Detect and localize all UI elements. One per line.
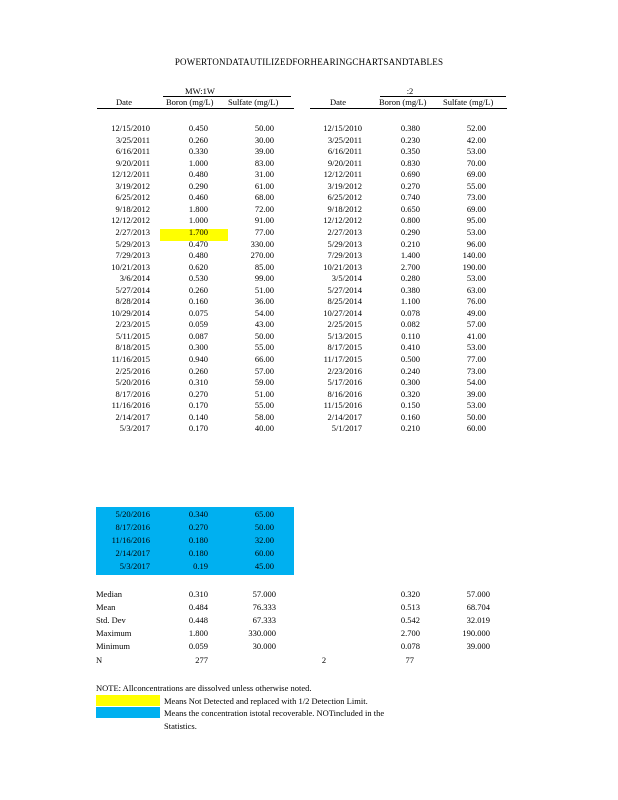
left-row-sulfate: 330.00 xyxy=(250,238,274,249)
right-row-sulfate: 41.00 xyxy=(466,330,486,341)
left-row-sulfate: 43.00 xyxy=(254,319,274,330)
left-row-boron: 0.480 xyxy=(188,169,208,180)
left-header-sulfate: Sulfate (mg/L) xyxy=(228,97,279,107)
left-total-row-date: 11/16/2016 xyxy=(111,534,150,545)
left-row-date: 6/25/2012 xyxy=(115,192,150,203)
left-row-date: 5/3/2017 xyxy=(119,423,150,434)
left-row-boron: 0.290 xyxy=(188,180,208,191)
left-total-row-boron: 0.180 xyxy=(188,547,208,558)
left-total-row-date: 8/17/2016 xyxy=(115,521,150,532)
right-row-date: 3/19/2012 xyxy=(327,180,362,191)
left-stat-minimum-boron: 0.059 xyxy=(188,641,208,652)
left-row-sulfate: 55.00 xyxy=(254,400,274,411)
right-row-boron: 0.280 xyxy=(400,273,420,284)
right-row-sulfate: 96.00 xyxy=(466,238,486,249)
right-row-sulfate: 55.00 xyxy=(466,180,486,191)
page-title: POWERTONDATAUTILIZEDFORHEARINGCHARTSANDTABLES xyxy=(174,57,444,67)
right-row-boron: 0.380 xyxy=(400,123,420,133)
right-stat-median-sulfate: 57.000 xyxy=(466,589,490,599)
right-row-date: 2/14/2017 xyxy=(327,411,362,422)
left-row-date: 12/12/2012 xyxy=(111,215,150,226)
left-row-date: 5/11/2015 xyxy=(115,330,150,341)
right-row-boron: 0.160 xyxy=(400,411,420,422)
right-row-date: 9/20/2011 xyxy=(327,157,362,168)
right-row-date: 12/12/2011 xyxy=(323,169,362,180)
legend-blue-text-2: Statistics. xyxy=(164,721,197,731)
left-stat-maximum-boron: 1.800 xyxy=(188,628,208,639)
left-total-row-date: 2/14/2017 xyxy=(115,547,150,558)
left-total-row-sulfate: 65.00 xyxy=(254,509,274,519)
left-row-boron: 0.170 xyxy=(188,423,208,434)
right-row-sulfate: 54.00 xyxy=(466,377,486,388)
right-row-date: 5/29/2013 xyxy=(327,238,362,249)
left-total-row-sulfate: 45.00 xyxy=(254,560,274,571)
right-row-boron: 0.690 xyxy=(400,169,420,180)
left-row-boron: 1.700 xyxy=(188,226,208,237)
right-row-boron: 2.700 xyxy=(400,261,420,272)
left-row-sulfate: 77.00 xyxy=(254,226,274,237)
left-row-boron: 0.530 xyxy=(188,273,208,284)
right-row-boron: 0.380 xyxy=(400,284,420,295)
left-stat-mean-boron: 0.484 xyxy=(188,602,208,613)
right-row-date: 12/12/2012 xyxy=(323,215,362,226)
left-row-boron: 0.460 xyxy=(188,192,208,203)
left-total-row-date: 5/3/2017 xyxy=(119,560,150,571)
right-row-date: 5/1/2017 xyxy=(331,423,362,434)
left-row-date: 5/29/2013 xyxy=(115,238,150,249)
left-total-row-date: 5/20/2016 xyxy=(115,509,150,519)
legend-blue-swatch xyxy=(96,707,160,718)
left-row-date: 8/18/2015 xyxy=(115,342,150,353)
left-row-sulfate: 91.00 xyxy=(254,215,274,226)
left-row-boron: 0.059 xyxy=(188,319,208,330)
right-row-boron: 0.830 xyxy=(400,157,420,168)
left-total-row-boron: 0.270 xyxy=(188,521,208,532)
left-row-date: 12/15/2010 xyxy=(111,123,150,133)
right-row-sulfate: 52.00 xyxy=(466,123,486,133)
right-stat-minimum-sulfate: 39.000 xyxy=(466,641,490,652)
left-stat-maximum-sulfate: 330.000 xyxy=(248,628,276,639)
left-row-sulfate: 61.00 xyxy=(254,180,274,191)
right-stat-mean-boron: 0.513 xyxy=(400,602,420,613)
right-row-date: 10/21/2013 xyxy=(323,261,362,272)
right-row-boron: 1.400 xyxy=(400,250,420,261)
left-row-date: 5/27/2014 xyxy=(115,284,150,295)
left-row-sulfate: 58.00 xyxy=(254,411,274,422)
right-row-date: 9/18/2012 xyxy=(327,203,362,214)
right-row-sulfate: 73.00 xyxy=(466,365,486,376)
left-total-row-sulfate: 50.00 xyxy=(254,521,274,532)
right-stat-std_dev-boron: 0.542 xyxy=(400,615,420,626)
right-row-date: 12/15/2010 xyxy=(323,123,362,133)
right-row-sulfate: 140.00 xyxy=(462,250,486,261)
left-total-row-sulfate: 60.00 xyxy=(254,547,274,558)
left-row-date: 9/18/2012 xyxy=(115,203,150,214)
left-row-date: 8/17/2016 xyxy=(115,388,150,399)
left-row-boron: 0.310 xyxy=(188,377,208,388)
left-well-label: MW:1W xyxy=(185,86,215,96)
left-row-boron: 0.450 xyxy=(188,123,208,133)
right-row-date: 11/17/2015 xyxy=(323,354,362,364)
left-total-row-sulfate: 32.00 xyxy=(254,534,274,545)
right-row-sulfate: 53.00 xyxy=(466,146,486,157)
right-row-date: 3/5/2014 xyxy=(331,273,362,284)
left-row-boron: 0.170 xyxy=(188,400,208,411)
left-row-date: 5/20/2016 xyxy=(115,377,150,388)
left-row-sulfate: 270.00 xyxy=(250,250,274,261)
right-row-date: 2/27/2013 xyxy=(327,226,362,237)
left-stat-median-sulfate: 57.000 xyxy=(252,589,276,599)
left-row-date: 3/25/2011 xyxy=(115,134,150,145)
left-row-boron: 0.260 xyxy=(188,284,208,295)
left-row-date: 7/29/2013 xyxy=(115,250,150,261)
right-row-boron: 0.800 xyxy=(400,215,420,226)
left-row-date: 2/27/2013 xyxy=(115,226,150,237)
right-row-boron: 0.270 xyxy=(400,180,420,191)
left-stat-std_dev-boron: 0.448 xyxy=(188,615,208,626)
right-row-boron: 0.150 xyxy=(400,400,420,411)
right-row-date: 11/15/2016 xyxy=(323,400,362,411)
right-row-date: 7/29/2013 xyxy=(327,250,362,261)
left-row-date: 3/6/2014 xyxy=(119,273,150,284)
left-row-sulfate: 50.00 xyxy=(254,123,274,133)
right-row-sulfate: 190.00 xyxy=(462,261,486,272)
right-row-boron: 0.078 xyxy=(400,307,420,318)
left-row-sulfate: 59.00 xyxy=(254,377,274,388)
right-row-sulfate: 70.00 xyxy=(466,157,486,168)
left-row-sulfate: 83.00 xyxy=(254,157,274,168)
right-row-date: 8/25/2014 xyxy=(327,296,362,307)
right-row-sulfate: 95.00 xyxy=(466,215,486,226)
note-main: NOTE: Allconcentrations are dissolved unless otherwise noted. xyxy=(96,683,312,693)
right-row-boron: 1.100 xyxy=(400,296,420,307)
left-stat-minimum-sulfate: 30.000 xyxy=(252,641,276,652)
right-row-boron: 0.320 xyxy=(400,388,420,399)
right-row-sulfate: 69.00 xyxy=(466,203,486,214)
left-row-sulfate: 99.00 xyxy=(254,273,274,284)
right-row-sulfate: 69.00 xyxy=(466,169,486,180)
left-row-boron: 0.260 xyxy=(188,365,208,376)
right-row-boron: 0.210 xyxy=(400,423,420,434)
stat-label-n: N xyxy=(96,654,103,665)
left-row-sulfate: 72.00 xyxy=(254,203,274,214)
left-header-underline xyxy=(97,108,294,109)
left-row-date: 8/28/2014 xyxy=(115,296,150,307)
right-row-sulfate: 57.00 xyxy=(466,319,486,330)
left-row-date: 11/16/2015 xyxy=(111,354,150,364)
right-well-label: :2 xyxy=(406,86,414,96)
left-row-date: 6/16/2011 xyxy=(115,146,150,157)
right-row-sulfate: 77.00 xyxy=(466,354,486,364)
legend-blue-text-1: Means the concentration istotal recoverable. NOTincluded in the xyxy=(164,708,385,718)
right-row-sulfate: 76.00 xyxy=(466,296,486,307)
right-row-date: 5/27/2014 xyxy=(327,284,362,295)
left-row-boron: 1.800 xyxy=(188,203,208,214)
right-row-date: 6/16/2011 xyxy=(327,146,362,157)
left-row-sulfate: 55.00 xyxy=(254,342,274,353)
left-total-row-boron: 0.19 xyxy=(193,560,208,571)
right-row-date: 6/25/2012 xyxy=(327,192,362,203)
right-row-date: 3/25/2011 xyxy=(327,134,362,145)
right-row-boron: 0.350 xyxy=(400,146,420,157)
right-row-date: 2/23/2016 xyxy=(327,365,362,376)
left-row-date: 3/19/2012 xyxy=(115,180,150,191)
right-stat-n: 77 xyxy=(405,654,414,665)
legend-yellow-text: Means Not Detected and replaced with 1/2 Detection Limit. xyxy=(164,696,368,706)
right-stat-maximum-sulfate: 190.000 xyxy=(462,628,490,639)
left-row-sulfate: 36.00 xyxy=(254,296,274,307)
right-row-date: 8/17/2015 xyxy=(327,342,362,353)
right-row-boron: 0.650 xyxy=(400,203,420,214)
left-row-date: 10/21/2013 xyxy=(111,261,150,272)
left-row-boron: 0.160 xyxy=(188,296,208,307)
left-row-sulfate: 50.00 xyxy=(254,330,274,341)
left-header-boron: Boron (mg/L) xyxy=(166,97,214,107)
left-row-boron: 0.480 xyxy=(188,250,208,261)
right-header-boron: Boron (mg/L) xyxy=(379,97,427,107)
left-row-boron: 1.000 xyxy=(188,215,208,226)
left-stat-median-boron: 0.310 xyxy=(188,589,208,599)
left-row-boron: 0.470 xyxy=(188,238,208,249)
left-row-boron: 0.300 xyxy=(188,342,208,353)
left-row-sulfate: 68.00 xyxy=(254,192,274,203)
left-row-boron: 0.270 xyxy=(188,388,208,399)
right-stat-n-left: 2 xyxy=(321,654,327,665)
left-row-sulfate: 85.00 xyxy=(254,261,274,272)
right-row-boron: 0.210 xyxy=(400,238,420,249)
left-row-sulfate: 51.00 xyxy=(254,388,274,399)
right-row-boron: 0.230 xyxy=(400,134,420,145)
right-row-sulfate: 53.00 xyxy=(466,400,486,411)
left-row-sulfate: 39.00 xyxy=(254,146,274,157)
left-row-sulfate: 54.00 xyxy=(254,307,274,318)
right-row-sulfate: 53.00 xyxy=(466,342,486,353)
right-row-date: 10/27/2014 xyxy=(323,307,362,318)
right-header-underline xyxy=(310,108,507,109)
right-row-date: 5/13/2015 xyxy=(327,330,362,341)
left-stat-n: 277 xyxy=(195,654,208,665)
right-stat-mean-sulfate: 68.704 xyxy=(466,602,490,613)
right-row-sulfate: 60.00 xyxy=(466,423,486,434)
left-row-sulfate: 31.00 xyxy=(254,169,274,180)
right-row-sulfate: 63.00 xyxy=(466,284,486,295)
right-header-date: Date xyxy=(330,97,347,107)
right-row-date: 5/17/2016 xyxy=(327,377,362,388)
left-row-boron: 0.075 xyxy=(188,307,208,318)
left-row-date: 12/12/2011 xyxy=(111,169,150,180)
stat-label-maximum: Maximum xyxy=(96,628,132,639)
left-row-date: 2/14/2017 xyxy=(115,411,150,422)
left-row-date: 11/16/2016 xyxy=(111,400,150,411)
left-row-boron: 1.000 xyxy=(188,157,208,168)
left-stat-std_dev-sulfate: 67.333 xyxy=(252,615,276,626)
left-row-date: 9/20/2011 xyxy=(115,157,150,168)
right-row-boron: 0.110 xyxy=(401,330,420,341)
right-row-boron: 0.082 xyxy=(400,319,420,330)
right-stat-std_dev-sulfate: 32.019 xyxy=(466,615,490,626)
left-total-row-boron: 0.180 xyxy=(188,534,208,545)
legend-yellow-swatch xyxy=(96,695,160,706)
left-row-sulfate: 30.00 xyxy=(254,134,274,145)
right-row-boron: 0.240 xyxy=(400,365,420,376)
right-row-boron: 0.500 xyxy=(400,354,420,364)
right-stat-median-boron: 0.320 xyxy=(400,589,420,599)
stat-label-std_dev: Std. Dev xyxy=(96,615,126,626)
right-row-date: 2/25/2015 xyxy=(327,319,362,330)
left-row-sulfate: 51.00 xyxy=(254,284,274,295)
left-row-date: 2/25/2016 xyxy=(115,365,150,376)
right-row-sulfate: 49.00 xyxy=(466,307,486,318)
stat-label-median: Median xyxy=(96,589,122,599)
right-stat-maximum-boron: 2.700 xyxy=(400,628,420,639)
right-row-boron: 0.290 xyxy=(400,226,420,237)
left-row-boron: 0.620 xyxy=(188,261,208,272)
right-row-boron: 0.410 xyxy=(400,342,420,353)
left-row-boron: 0.087 xyxy=(188,330,208,341)
right-row-boron: 0.300 xyxy=(400,377,420,388)
right-row-sulfate: 53.00 xyxy=(466,226,486,237)
right-header-sulfate: Sulfate (mg/L) xyxy=(443,97,494,107)
left-stat-mean-sulfate: 76.333 xyxy=(252,602,276,613)
right-row-sulfate: 39.00 xyxy=(466,388,486,399)
left-row-sulfate: 40.00 xyxy=(254,423,274,434)
stat-label-minimum: Minimum xyxy=(96,641,131,652)
right-row-date: 8/16/2016 xyxy=(327,388,362,399)
left-row-boron: 0.940 xyxy=(188,354,208,364)
right-row-sulfate: 50.00 xyxy=(466,411,486,422)
right-row-sulfate: 53.00 xyxy=(466,273,486,284)
right-row-boron: 0.740 xyxy=(400,192,420,203)
left-row-boron: 0.330 xyxy=(188,146,208,157)
stat-label-mean: Mean xyxy=(96,602,116,613)
left-total-row-boron: 0.340 xyxy=(188,509,208,519)
left-row-sulfate: 66.00 xyxy=(254,354,274,364)
left-row-boron: 0.260 xyxy=(188,134,208,145)
left-header-date: Date xyxy=(116,97,133,107)
left-row-sulfate: 57.00 xyxy=(254,365,274,376)
left-row-date: 2/23/2015 xyxy=(115,319,150,330)
left-row-boron: 0.140 xyxy=(188,411,208,422)
right-row-sulfate: 73.00 xyxy=(466,192,486,203)
right-row-sulfate: 42.00 xyxy=(466,134,486,145)
left-row-date: 10/29/2014 xyxy=(111,307,150,318)
right-stat-minimum-boron: 0.078 xyxy=(400,641,420,652)
